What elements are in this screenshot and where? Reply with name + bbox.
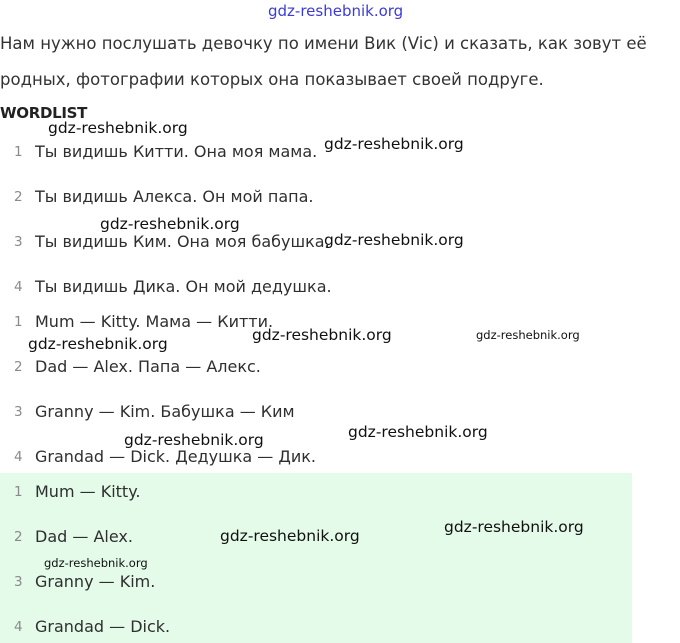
item-number: 1 (14, 144, 23, 160)
item-text: Granny — Kim. Бабушка — Ким (35, 402, 295, 421)
item-text: Dad — Alex. (35, 527, 133, 546)
item-text: Mum — Kitty. Мама — Китти. (35, 312, 274, 331)
watermark: gdz-reshebnik.org (324, 135, 464, 153)
item-number: 2 (14, 189, 23, 205)
watermark: gdz-reshebnik.org (100, 215, 240, 233)
item-number: 3 (14, 404, 23, 420)
item-number: 1 (14, 484, 23, 500)
watermark: gdz-reshebnik.org (348, 423, 488, 441)
wordlist-heading: WORDLIST (0, 104, 88, 122)
item-number: 4 (14, 279, 23, 295)
item-text: Ты видишь Ким. Она моя бабушка. (35, 232, 330, 251)
item-text: Granny — Kim. (35, 572, 156, 591)
watermark: gdz-reshebnik.org (28, 335, 168, 353)
item-text: Grandad — Dick. (35, 617, 171, 636)
watermark: gdz-reshebnik.org (444, 518, 584, 536)
intro-line-1: Нам нужно послушать девочку по имени Вик (Vic) и сказать, как зовут её (0, 34, 647, 53)
item-text: Ты видишь Дика. Он мой дедушка. (35, 277, 332, 296)
item-number: 1 (14, 314, 23, 330)
item-text: Mum — Kitty. (35, 482, 141, 501)
item-number: 3 (14, 234, 23, 250)
item-text: Ты видишь Китти. Она моя мама. (35, 142, 318, 161)
watermark: gdz-reshebnik.org (252, 326, 392, 344)
item-text: Grandad — Dick. Дедушка — Дик. (35, 447, 317, 466)
watermark: gdz-reshebnik.org (324, 231, 464, 249)
item-number: 2 (14, 359, 23, 375)
intro-line-2: родных, фотографии которых она показывает своей подруге. (0, 70, 544, 89)
watermark: gdz-reshebnik.org (124, 431, 264, 449)
item-number: 4 (14, 619, 23, 635)
watermark: gdz-reshebnik.org (44, 556, 148, 570)
item-text: Ты видишь Алекса. Он мой папа. (35, 187, 314, 206)
watermark: gdz-reshebnik.org (476, 328, 580, 342)
item-number: 4 (14, 449, 23, 465)
watermark: gdz-reshebnik.org (220, 527, 360, 545)
item-number: 3 (14, 574, 23, 590)
item-text: Dad — Alex. Папа — Алекс. (35, 357, 261, 376)
item-number: 2 (14, 529, 23, 545)
watermark: gdz-reshebnik.org (48, 119, 188, 137)
watermark-top[interactable]: gdz-reshebnik.org (268, 2, 404, 20)
